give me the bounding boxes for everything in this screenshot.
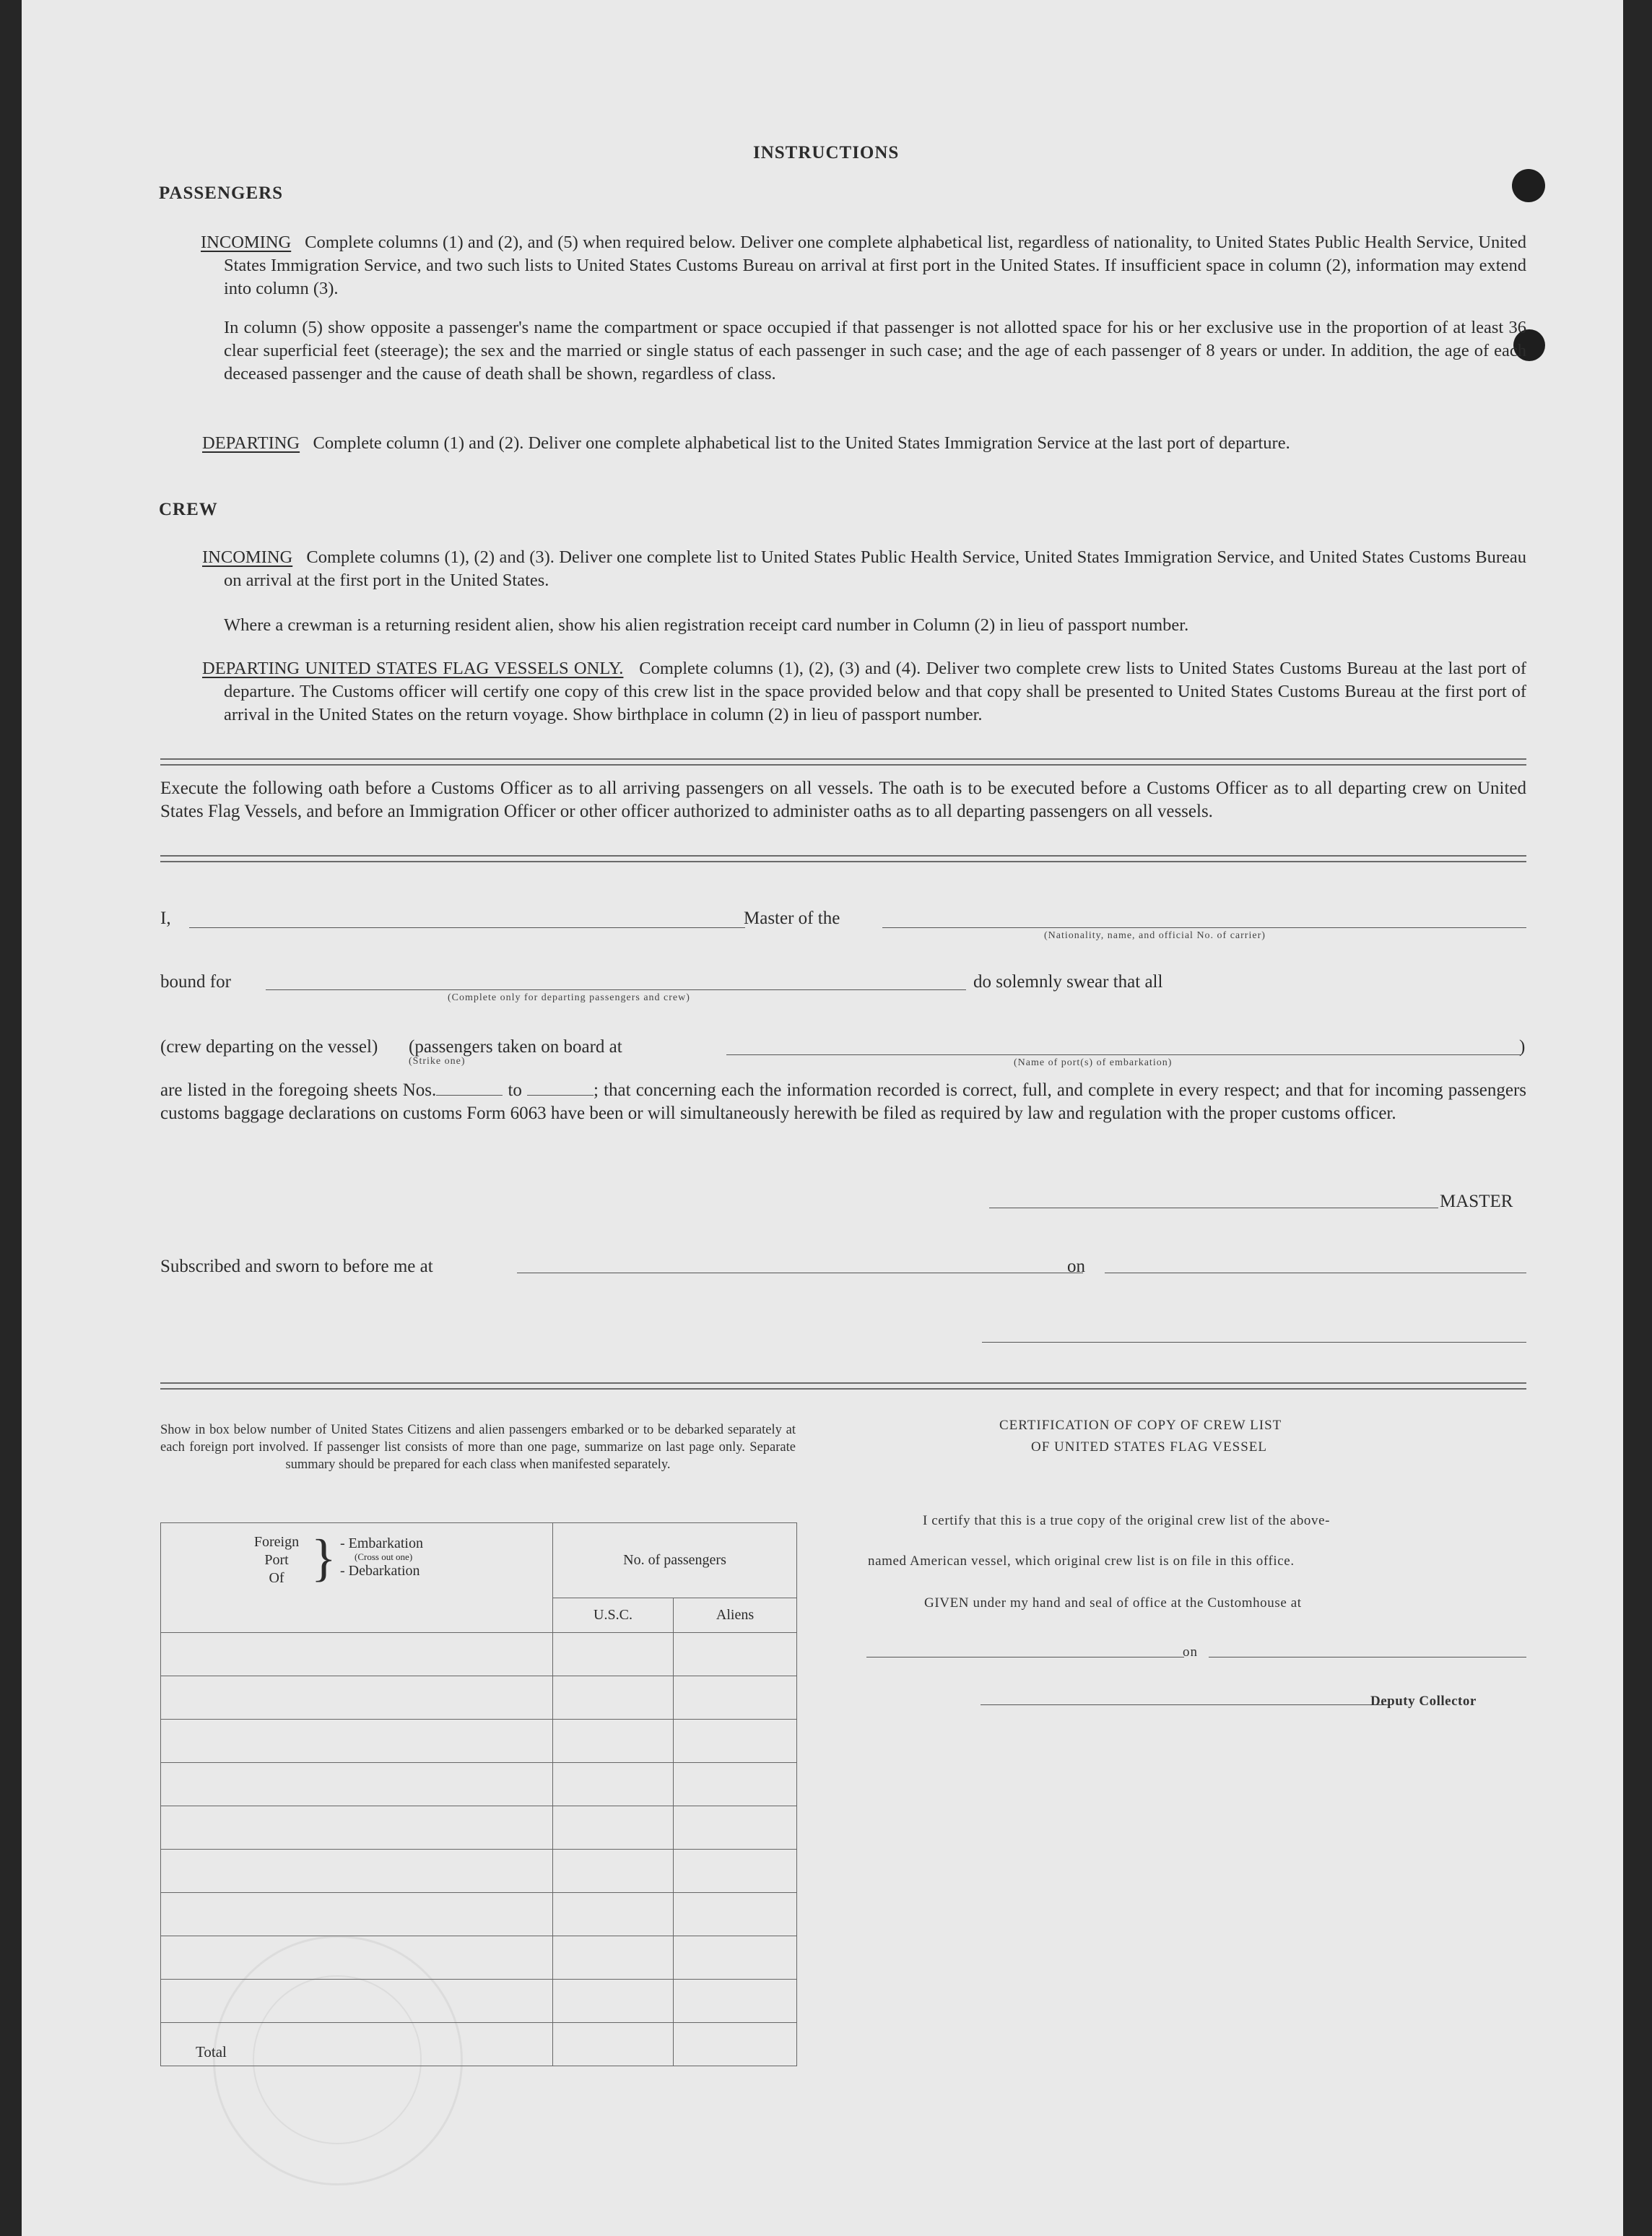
cross-out-caption: (Cross out one) bbox=[355, 1551, 413, 1562]
oath-i-label: I, bbox=[160, 909, 171, 928]
crew-departing-instruction bbox=[202, 657, 1526, 727]
passengers-taken-option[interactable]: (passengers taken on board at bbox=[409, 1037, 622, 1057]
embarkation-port-field[interactable] bbox=[726, 1054, 1521, 1055]
certification-on-label: on bbox=[1183, 1644, 1198, 1660]
usc-column-header: U.S.C. bbox=[553, 1598, 674, 1633]
embarkation-option[interactable]: - Embarkation bbox=[340, 1535, 423, 1551]
passengers-departing-label: DEPARTING bbox=[202, 433, 300, 453]
page-title: INSTRUCTIONS bbox=[753, 143, 900, 162]
officer-signature-field[interactable] bbox=[982, 1342, 1526, 1343]
table-row[interactable] bbox=[161, 1763, 797, 1806]
punch-hole bbox=[1512, 169, 1545, 202]
table-row[interactable] bbox=[161, 1676, 797, 1720]
bound-for-caption: (Complete only for departing passengers and crew) bbox=[448, 992, 690, 1003]
table-row[interactable] bbox=[161, 1980, 797, 2023]
swear-text: do solemnly swear that all bbox=[973, 972, 1163, 992]
oath-instruction: Execute the following oath before a Customs Officer as to all arriving passengers on all vessels. The oath is to be executed before a Customs Officer as to all departing crew on United States Flag Vessels, and before an Immigration Officer or other officer authorized to administer oaths as to all departing passengers on all vessels. bbox=[160, 779, 1526, 821]
passengers-incoming-instruction bbox=[201, 231, 1526, 300]
master-label: MASTER bbox=[1440, 1192, 1513, 1211]
crew-incoming-instruction bbox=[202, 546, 1526, 592]
section-divider bbox=[160, 1388, 1526, 1390]
sheets-to-label: to bbox=[508, 1080, 522, 1100]
deputy-signature-field[interactable] bbox=[981, 1704, 1388, 1705]
table-row[interactable] bbox=[161, 1936, 797, 1980]
crew-departing-text: Complete columns (1), (2), (3) and (4). Deliver two complete crew lists to United States Customs Bureau at the last port of departure. The Customs officer will certify one copy of this crew list in the space provided below and that copy shall be presented to United States Customs Bureau at the first port of arrival in the United States on the return voyage. Show birthplace in column (2) in lieu of passport number. bbox=[224, 659, 1526, 724]
aliens-column-header: Aliens bbox=[674, 1598, 797, 1633]
certification-title-line2: OF UNITED STATES FLAG VESSEL bbox=[1031, 1439, 1267, 1455]
passenger-summary-table bbox=[160, 1522, 797, 2066]
subscribed-label: Subscribed and sworn to before me at bbox=[160, 1257, 433, 1276]
sheets-to-field[interactable] bbox=[527, 1080, 594, 1096]
table-row[interactable] bbox=[161, 1893, 797, 1936]
total-label: Total bbox=[196, 2043, 227, 2060]
foreign-port-header bbox=[161, 1523, 553, 1633]
customhouse-field[interactable] bbox=[866, 1657, 1184, 1658]
table-row[interactable] bbox=[161, 1633, 797, 1676]
sheets-from-field[interactable] bbox=[436, 1080, 503, 1096]
section-divider bbox=[160, 758, 1526, 760]
crew-incoming-text: Complete columns (1), (2) and (3). Deliver one complete list to United States Public Health Service, United States Immigration Service, and United States Customs Bureau on arrival at the first port in the United States. bbox=[224, 547, 1527, 590]
form-sheet bbox=[22, 0, 1623, 2236]
passengers-heading: PASSENGERS bbox=[159, 183, 284, 203]
of-label: Of bbox=[269, 1570, 284, 1586]
passengers-incoming-text: Complete columns (1) and (2), and (5) when required below. Deliver one complete alphabetical list, regardless of nationality, to United States Public Health Service, United States Immigration Service, and two such lists to United States Customs Bureau on arrival at first port in the United States. If insufficient space in column (2), information may extend into column (3). bbox=[224, 233, 1526, 298]
certification-title-line1: CERTIFICATION OF COPY OF CREW LIST bbox=[999, 1418, 1282, 1433]
table-row[interactable] bbox=[161, 1720, 797, 1763]
table-row[interactable] bbox=[161, 1850, 797, 1893]
table-row[interactable] bbox=[161, 1806, 797, 1850]
strike-caption: (Strike one) bbox=[409, 1056, 466, 1067]
certify-line1: I certify that this is a true copy of the original crew list of the above- bbox=[923, 1513, 1331, 1528]
carrier-caption: (Nationality, name, and official No. of carrier) bbox=[1044, 930, 1266, 941]
given-text: GIVEN under my hand and seal of office at the Customhouse at bbox=[924, 1595, 1302, 1611]
column5-instruction bbox=[224, 316, 1526, 386]
crew-heading: CREW bbox=[159, 500, 218, 519]
certification-date-field[interactable] bbox=[1209, 1657, 1526, 1658]
section-divider bbox=[160, 764, 1526, 766]
section-divider bbox=[160, 1382, 1526, 1384]
master-name-field[interactable] bbox=[189, 927, 745, 928]
brace-icon: } bbox=[311, 1529, 336, 1587]
bound-for-label: bound for bbox=[160, 972, 231, 992]
passengers-incoming-label: INCOMING bbox=[201, 233, 292, 252]
foreign-label: Foreign bbox=[253, 1534, 300, 1550]
crew-incoming-label: INCOMING bbox=[202, 547, 293, 567]
bound-for-field[interactable] bbox=[266, 989, 966, 990]
passengers-departing-instruction bbox=[202, 432, 1526, 455]
summary-instruction: Show in box below number of United States Citizens and alien passengers embarked or to be debarked separately at each foreign port involved. If passenger list consists of more than one page, summarize on last page only. Separate summary should be prepared for each class when manifested separately. bbox=[160, 1423, 796, 1472]
port-label: Port bbox=[264, 1552, 289, 1568]
total-row[interactable] bbox=[161, 2023, 797, 2066]
passengers-departing-text: Complete column (1) and (2). Deliver one complete alphabetical list to the United States Immigration Service at the last port of departure. bbox=[313, 433, 1290, 453]
oath-statement bbox=[160, 1079, 1526, 1125]
deputy-collector-label: Deputy Collector bbox=[1370, 1694, 1477, 1709]
section-divider bbox=[160, 855, 1526, 857]
no-of-passengers-header: No. of passengers bbox=[553, 1523, 797, 1598]
certify-line2: named American vessel, which original crew list is on file in this office. bbox=[868, 1554, 1295, 1569]
master-of-the-label: Master of the bbox=[744, 909, 840, 928]
crew-resident-alien-instruction: Where a crewman is a returning resident alien, show his alien registration receipt card number in Column (2) in lieu of passport number. bbox=[224, 615, 1189, 635]
debarkation-option[interactable]: - Debarkation bbox=[340, 1563, 420, 1579]
sheets-rest: ; that concerning each the information recorded is correct, full, and complete in every respect; and that for incoming passengers customs baggage declarations on customs Form 6063 have been or will simultaneously herewith be filed as required by law and regulation with the proper customs officer. bbox=[160, 1080, 1527, 1123]
crew-departing-label: DEPARTING UNITED STATES FLAG VESSELS ONLY. bbox=[202, 659, 624, 678]
crew-departing-option[interactable]: (crew departing on the vessel) bbox=[160, 1037, 378, 1057]
section-divider bbox=[160, 861, 1526, 862]
close-paren: ) bbox=[1519, 1037, 1526, 1057]
sworn-on-label: on bbox=[1067, 1257, 1085, 1276]
sheets-prefix: are listed in the foregoing sheets Nos. bbox=[160, 1080, 437, 1100]
embarkation-caption: (Name of port(s) of embarkation) bbox=[1014, 1057, 1173, 1068]
column5-text: In column (5) show opposite a passenger's name the compartment or space occupied if that passenger is not allotted space for his or her exclusive use in the proportion of at least 36 clear superficial feet (steerage); the sex and the married or single status of each passenger in such case; and the age of each passenger of 8 years or under. In addition, the age of each deceased passenger and the cause of death shall be shown, regardless of class. bbox=[224, 318, 1526, 384]
carrier-field[interactable] bbox=[882, 927, 1526, 928]
